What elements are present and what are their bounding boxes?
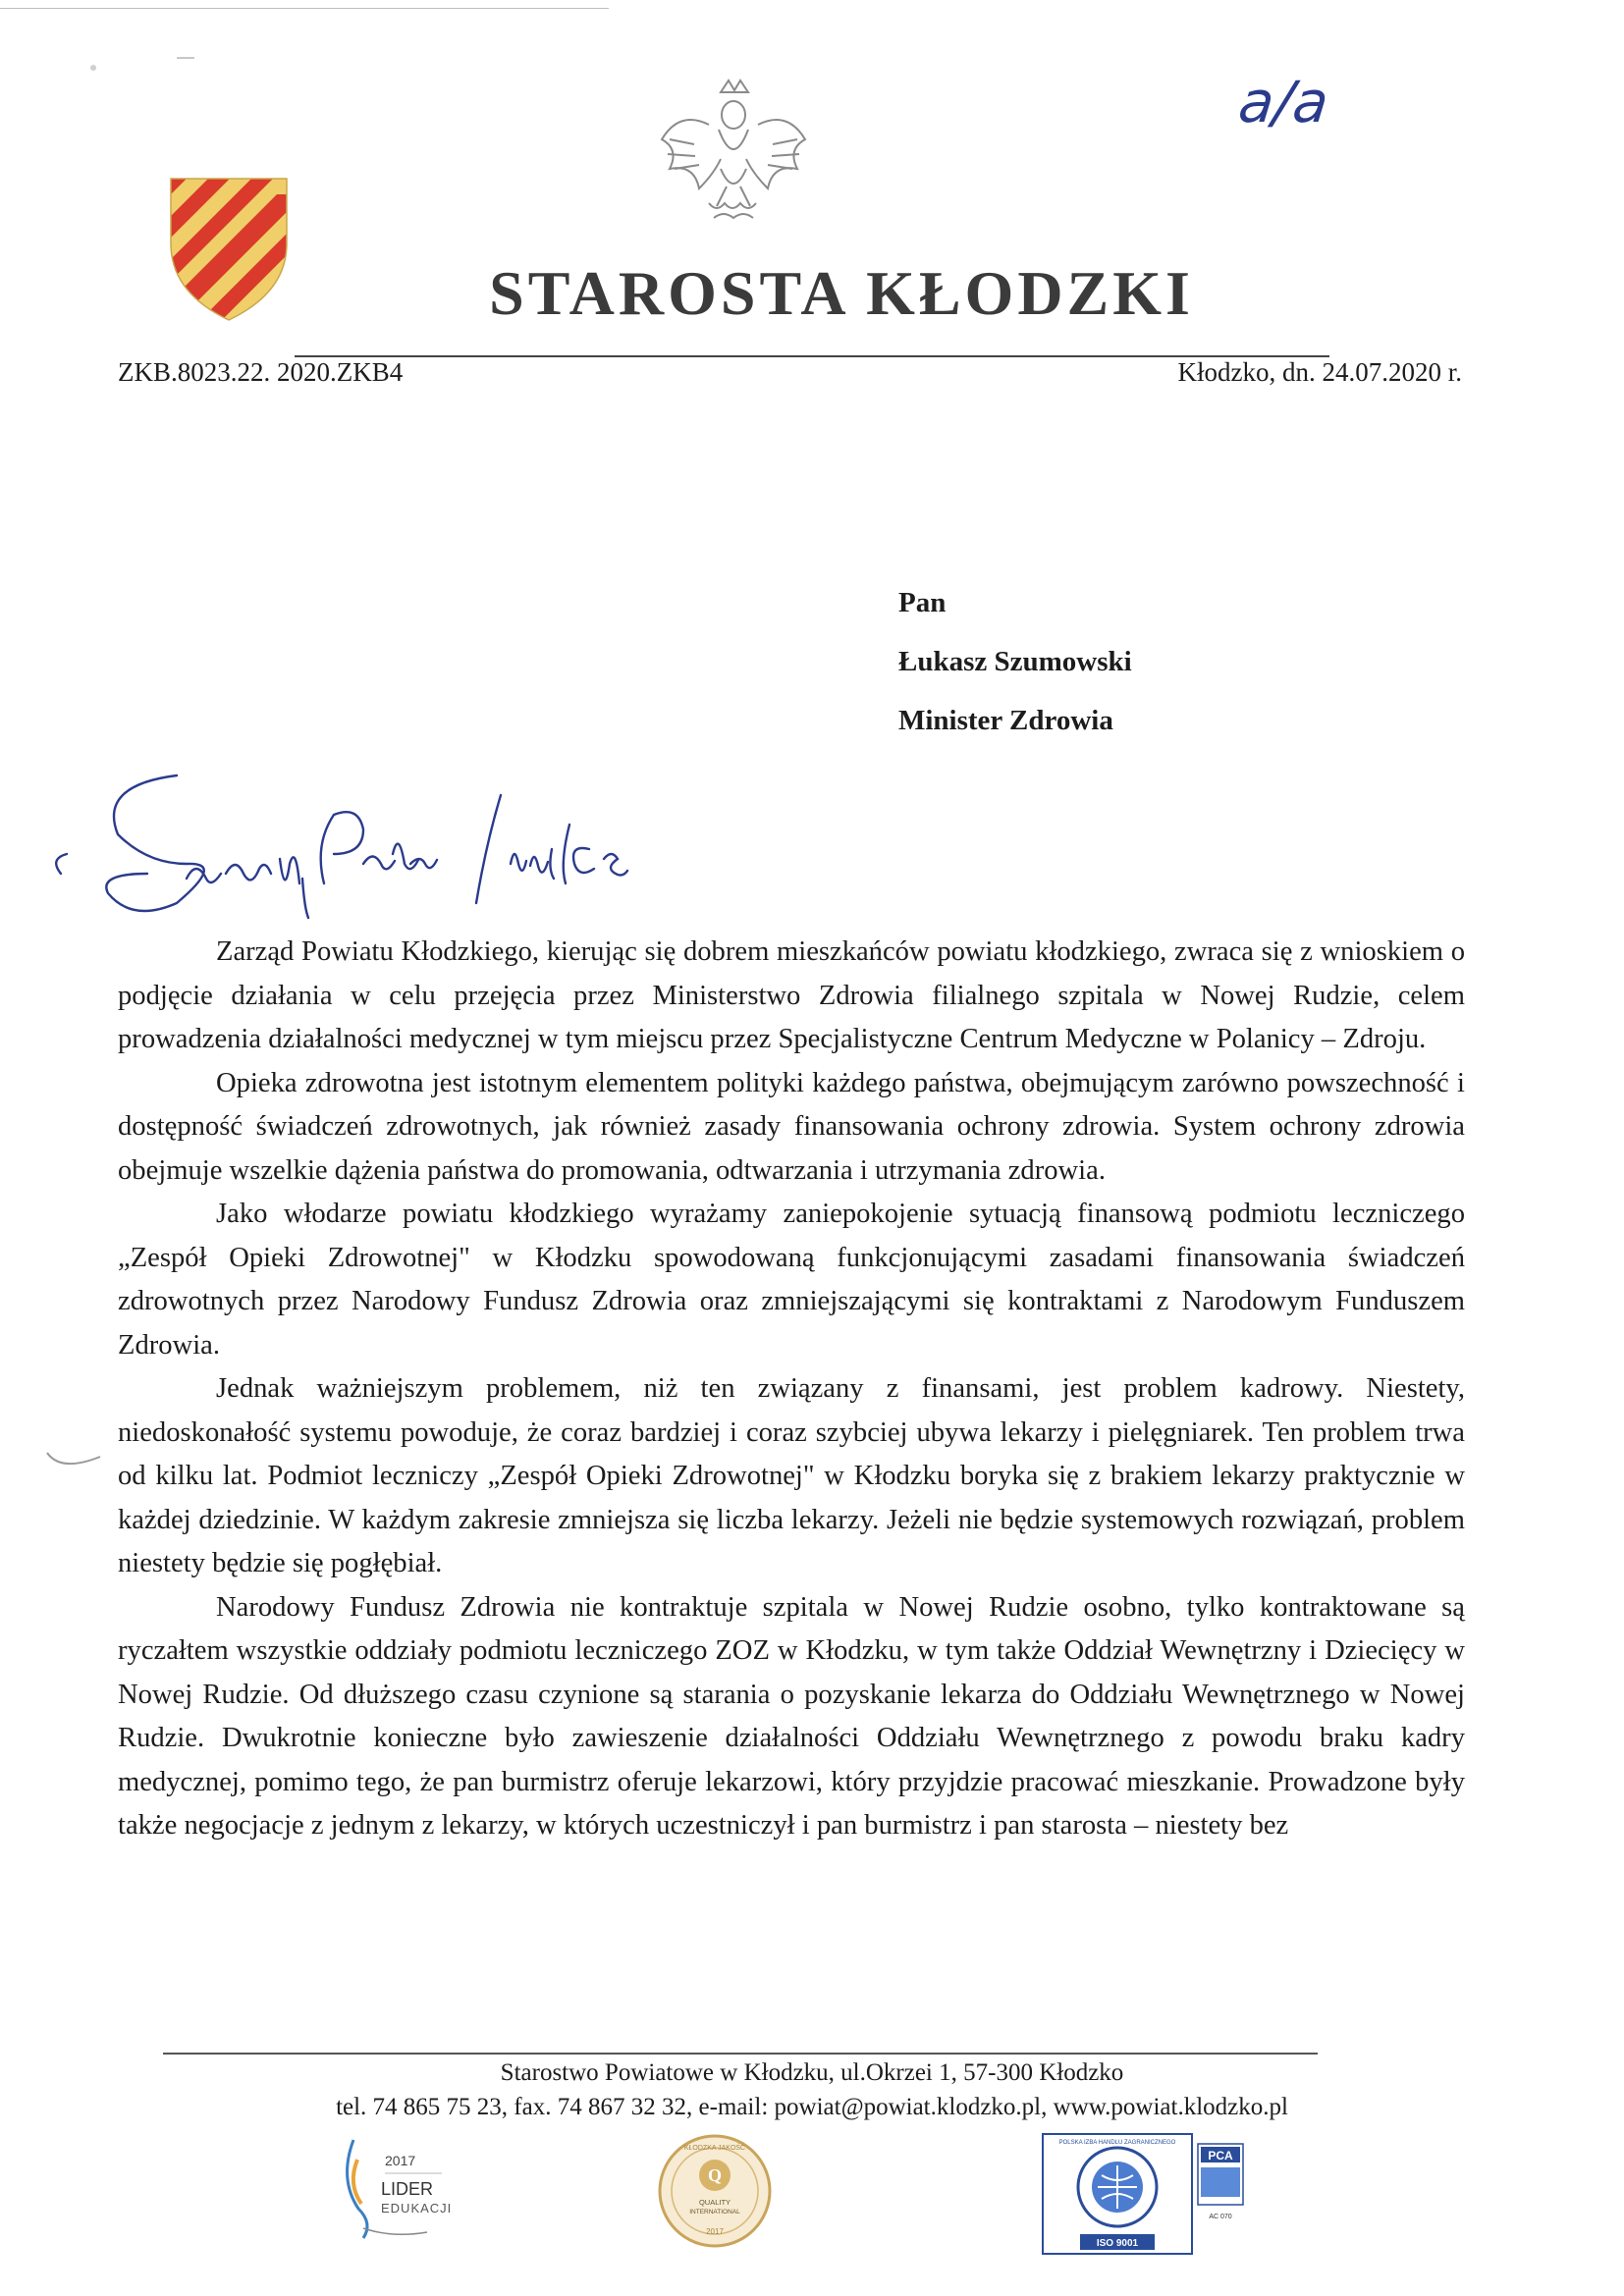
top-scan-line [0,8,609,9]
scan-dot [90,65,96,71]
addressee-salutation: Pan [898,587,947,618]
letterhead-title: STAROSTA KŁODZKI [489,258,1194,328]
seal-international: INTERNATIONAL [689,2209,740,2216]
seal-year: 2017 [706,2227,724,2236]
edukacji-label: EDUKACJI [381,2201,453,2216]
footer-rule [163,2053,1318,2055]
lider-year: 2017 [385,2153,416,2168]
pca-label: PCA [1208,2149,1233,2163]
iso-cert: ISO 9001 [1096,2238,1139,2249]
lider-label: LIDER [381,2179,434,2199]
letter-body [118,931,1465,1848]
addressee-title: Minister Zdrowia [898,705,1113,736]
pca-code: AC 070 [1209,2214,1232,2220]
quality-seal-logo [656,2132,774,2250]
addressee-name: Łukasz Szumowski [898,646,1132,677]
lider-edukacji-logo [334,2130,481,2248]
handwritten-greeting [39,756,668,933]
seal-quality: QUALITY [698,2198,731,2207]
reference-number: ZKB.8023.22. 2020.ZKB4 [118,357,404,387]
margin-mark [41,1447,110,1476]
footer-address: Starostwo Powiatowe w Kłodzku, ul.Okrzei 1, 57-300 Kłodzko [500,2059,1124,2086]
scan-mark [177,57,194,59]
paragraph: Jednak ważniejszym problemem, niż ten związany z finansami, jest problem kadrowy. Niestety, niedoskonałość systemu powoduje, że coraz bardziej i coraz szybciej ubywa lekarzy i pielęgniarek. Ten problem trwa od kilku lat. Podmiot leczniczy „Zespół Opieki Zdrowotnej" w Kłodzku boryka się z brakiem lekarzy praktycznie w każdej dziedzinie. W każdym zakresie zmniejsza się liczba lekarzy. Jeżeli nie będzie systemowych rozwiązań, problem niestety będzie się pogłębiał. [118,1373,1465,1578]
iso-certification-logo [1041,2132,1257,2256]
paragraph: Zarząd Powiatu Kłodzkiego, kierując się dobrem mieszkańców powiatu kłodzkiego, zwraca się z wnioskiem o podjęcie działania w celu przejęcia przez Ministerstwo Zdrowia filialnego szpitala w Nowej Rudzie, celem prowadzenia działalności medycznej w tym miejscu przez Specjalistyczne Centrum Medyczne w Polanicy – Zdroju. [118,936,1465,1054]
seal-arc-text: KŁODZKA JAKOŚĆ [683,2145,746,2152]
eagle-emblem-icon [650,71,817,247]
paragraph: Narodowy Fundusz Zdrowia nie kontraktuje szpitala w Nowej Rudzie osobno, tylko kontraktowane są ryczałtem wszystkie oddziały podmiotu leczniczego ZOZ w Kłodzku, w tym także Oddział Wewnętrzny i Dziecięcy w Nowej Rudzie. Od dłuższego czasu czynione są starania o pozyskanie lekarza do Oddziału Wewnętrznego w Nowej Rudzie. Dwukrotnie konieczne było zawieszenie działalności Oddziału Wewnętrznego z powodu braku kadry medycznej, pomimo tego, że pan burmistrz oferuje lekarzowi, który przyjdzie pracować mieszkanie. Prowadzone były także negocjacje z jednym z lekarzy, w których uczestniczył i pan burmistrz i pan starosta – niestety bez [118,1591,1465,1841]
page-mark: a/a [1235,69,1332,135]
iso-ring-text: POLSKA IZBA HANDLU ZAGRANICZNEGO [1058,2140,1176,2146]
svg-text:Q: Q [707,2165,723,2185]
title-rule [295,355,1329,357]
place-date: Kłodzko, dn. 24.07.2020 r. [1177,357,1462,387]
paragraph: Opieka zdrowotna jest istotnym elementem polityki każdego państwa, obejmującym zarówno powszechność i dostępność świadczeń zdrowotnych, jak również zasady finansowania ochrony zdrowia. System ochrony zdrowia obejmuje wszelkie dążenia państwa do promowania, odtwarzania i utrzymania zdrowia. [118,1067,1465,1186]
footer-contact: tel. 74 865 75 23, fax. 74 867 32 32, e-mail: powiat@powiat.klodzko.pl, www.powiat.klodzko.pl [336,2094,1288,2120]
paragraph: Jako włodarze powiatu kłodzkiego wyrażamy zaniepokojenie sytuacją finansową podmiotu leczniczego „Zespół Opieki Zdrowotnej" w Kłodzku spowodowaną funkcjonującymi zasadami finansowania świadczeń zdrowotnych przez Narodowy Fundusz Zdrowia oraz zmniejszającymi się kontraktami z Narodowym Funduszem Zdrowia. [118,1199,1465,1361]
